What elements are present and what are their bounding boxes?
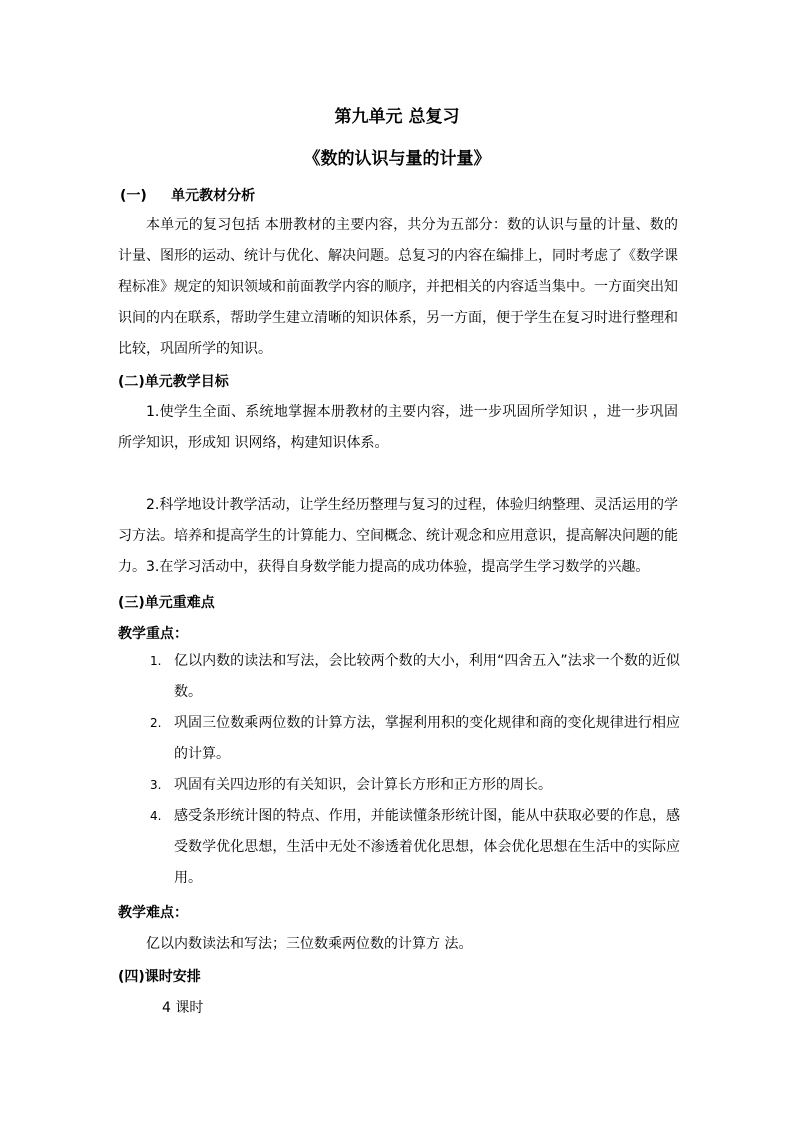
list-number: 3. [150, 778, 162, 792]
document-title: 第九单元 总复习 [334, 107, 460, 127]
key-point-item-3 [150, 770, 680, 801]
key-point-item-1 [150, 646, 680, 708]
objective-item-2: 2.科学地设计教学活动，让学生经历整理与复习的过程，体验归纳整理、灵活运用的学习方法。培养和提高学生的计算能力、空间概念、统计观念和应用意识，提高解决问题的能力。 [118, 497, 678, 575]
schedule-text: 4 课时 [162, 1000, 204, 1016]
list-text: 巩固三位数乘两位数的计算方法，掌握利用积的变化规律和商的变化规律进行相应的计算。 [174, 715, 680, 762]
key-point-item-4 [150, 801, 680, 894]
section-heading-objectives: (二)单元教学目标 [118, 374, 229, 390]
section-heading-analysis: (一) 单元教材分析 [120, 188, 256, 204]
list-text: 亿以内数的读法和写法，会比较两个数的大小，利用“四舍五入”法求一个数的近似数。 [174, 653, 680, 700]
difficulties-label: 教学难点： [118, 905, 188, 921]
objective-item-1: 1.使学生全面、系统地掌握本册教材的主要内容，进一步巩固所学知识 ，进一步巩固所学知识，形成知 识网络，构建知识体系。 [118, 404, 678, 451]
list-number: 2. [150, 716, 162, 730]
key-point-item-2 [150, 708, 680, 770]
list-number: 4. [150, 809, 162, 823]
difficulties-text: 亿以内数读法和写法；三位数乘两位数的计算方 法。 [146, 936, 473, 952]
section-body-analysis: 本单元的复习包括 本册教材的主要内容，共分为五部分：数的认识与量的计量、数的计量、图形的运动、统计与优化、解决问题。总复习的内容在编排上，同时考虑了《数学课程标准》规定的知识领域和前面教学内容的顺序，并把相关的内容适当集中。一方面突出知识间的内在联系，帮助学生建立清晰的知识体系，另一方面，便于学生在复习时进行整理和比较，巩固所学的知识。 [118, 217, 678, 357]
section-heading-schedule: (四)课时安排 [118, 969, 201, 985]
list-text: 巩固有关四边形的有关知识，会计算长方形和正方形的周长。 [174, 777, 552, 793]
document-subtitle: 《数的认识与量的计量》 [303, 149, 491, 169]
key-points-label: 教学重点： [118, 626, 188, 642]
section-heading-key-points: (三)单元重难点 [118, 595, 215, 611]
list-text: 感受条形统计图的特点、作用，并能读懂条形统计图，能从中获取必要的作息，感受数学优化思想，生活中无处不渗透着优化思想，体会优化思想在生活中的实际应用。 [174, 808, 680, 886]
objective-item-3: 3.在学习活动中，获得自身数学能力提高的成功体验，提高学生学习数学的兴趣。 [146, 559, 650, 575]
list-number: 1. [150, 654, 162, 668]
